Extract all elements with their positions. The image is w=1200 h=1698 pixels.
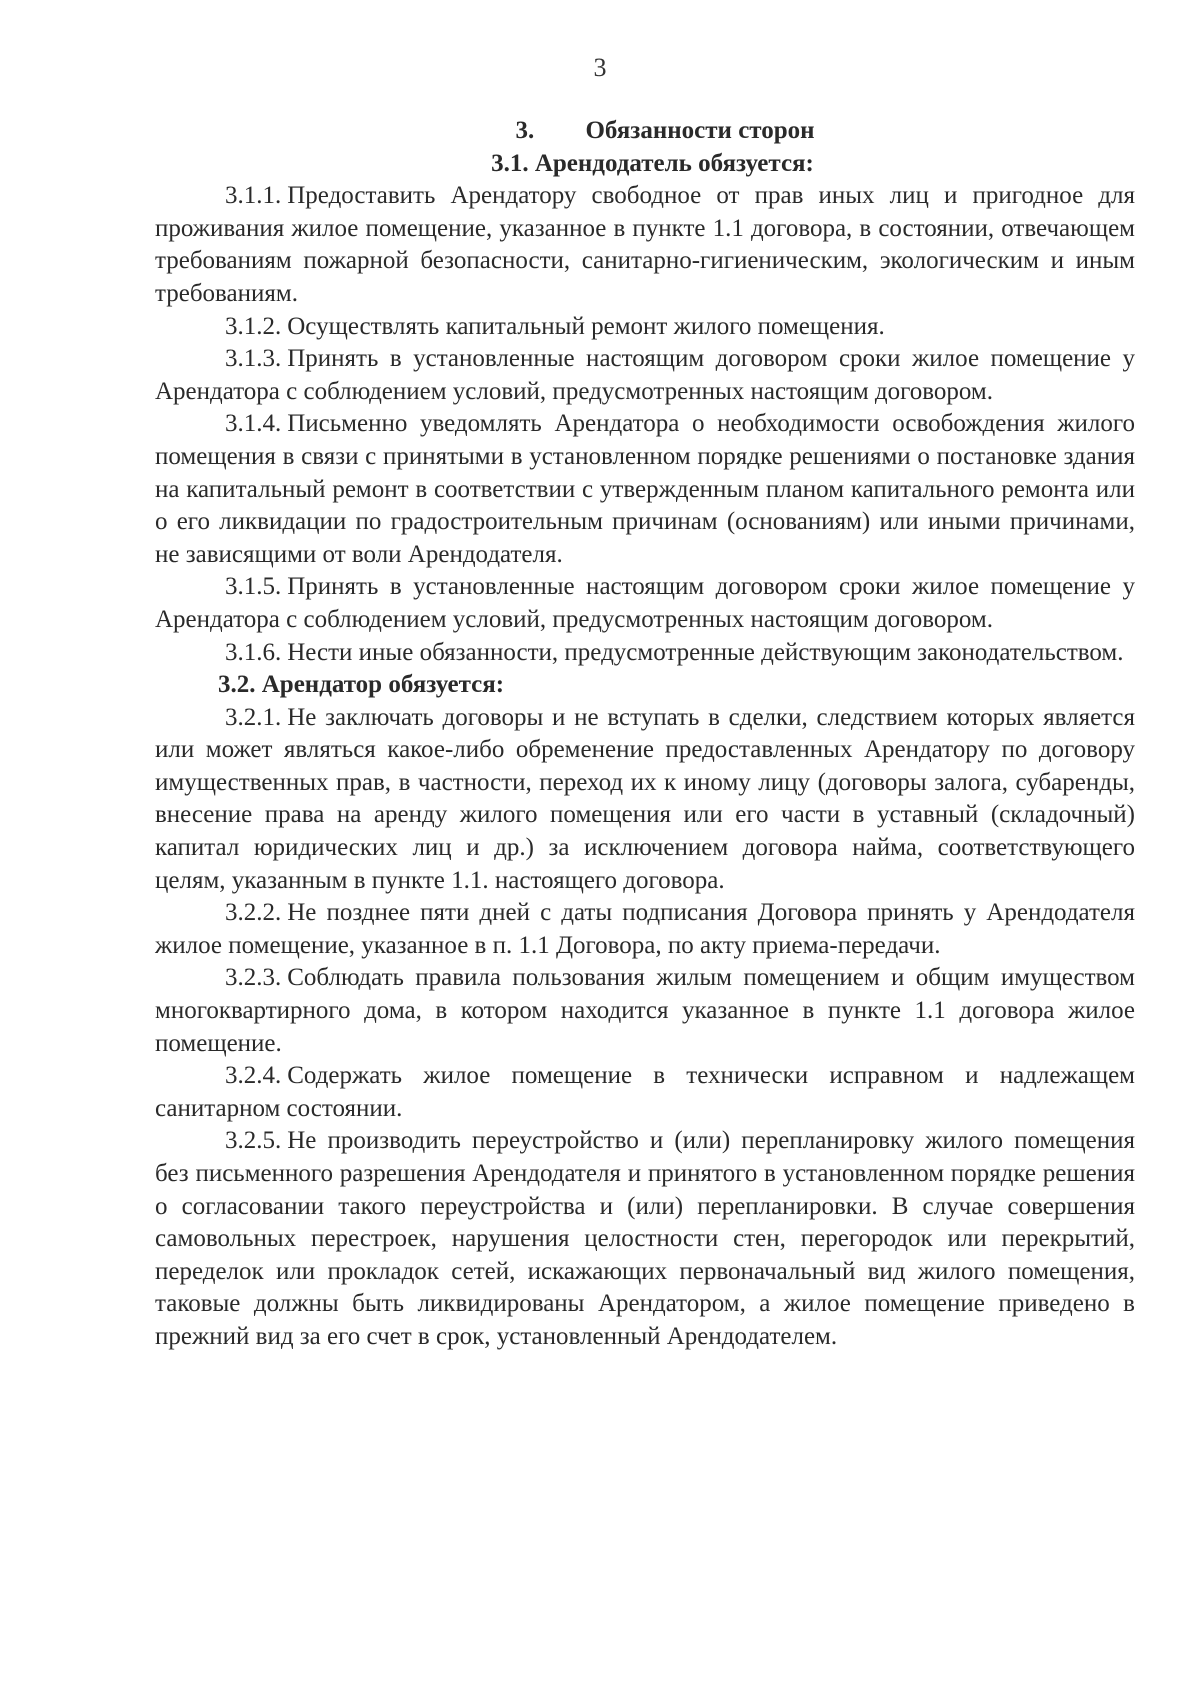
clause-3-2-1 — [155, 702, 1135, 898]
section-heading — [155, 115, 1135, 148]
clause-text: Нести иные обязанности, предусмотренные действующим законодательством. — [287, 638, 1124, 666]
clause-3-2-3 — [155, 962, 1135, 1060]
clause-number: 3.1.5. — [225, 573, 282, 601]
clause-text: Не заключать договоры и не вступать в сделки, следствием которых является или может являться какое-либо обременение предоставленных Арендатору по договору имущественных прав, в частности, переход их к иному лицу (договоры залога, субаренды, внесение права на аренду жилого помещения или его части в уставный (складочный) капитал юридических лиц и др.) за исключением договора найма, соответствующего целям, указанным в пункте 1.1. настоящего договора. — [155, 703, 1135, 894]
clause-3-1-5 — [155, 571, 1135, 636]
clause-text: Письменно уведомлять Арендатора о необходимости освобождения жилого помещения в связи с принятыми в установленном порядке решениями о постановке здания на капитальный ремонт в соответствии с утвержденным планом капитального ремонта или о его ликвидации по градостроительным причинам (основаниям) или иными причинами, не зависящими от воли Арендодателя. — [155, 410, 1135, 568]
section-title: Обязанности сторон — [585, 117, 815, 144]
clause-text: Предоставить Арендатору свободное от прав иных лиц и пригодное для проживания жилое помещение, указанное в пункте 1.1 договора, в состоянии, отвечающем требованиям пожарной безопасности, санитарно-гигиеническим, экологическим и иным требованиям. — [155, 182, 1135, 307]
clause-number: 3.1.2. — [225, 312, 282, 340]
clause-number: 3.2.2. — [225, 899, 282, 927]
clause-number: 3.1.1. — [225, 182, 282, 210]
page-number: 3 — [593, 53, 607, 82]
clause-text: Не производить переустройство и (или) перепланировку жилого помещения без письменного разрешения Арендодателя и принятого в установленном порядке решения о согласовании такого переустройства и (или) перепланировки. В случае совершения самовольных перестроек, нарушения целостности стен, перегородок или перекрытий, переделок или прокладок сетей, искажающих первоначальный вид жилого помещения, таковые должны быть ликвидированы Арендатором, а жилое помещение приведено в прежний вид за его счет в срок, установленный Арендодателем. — [155, 1127, 1135, 1350]
document-body — [155, 115, 1135, 1354]
clause-text: Осуществлять капитальный ремонт жилого помещения. — [287, 312, 885, 340]
clause-text: Не позднее пяти дней с даты подписания Договора принять у Арендодателя жилое помещение, указанное в п. 1.1 Договора, по акту приема-передачи. — [155, 899, 1135, 959]
clause-text: Принять в установленные настоящим договором сроки жилое помещение у Арендатора с соблюдением условий, предусмотренных настоящим договором. — [155, 345, 1135, 405]
clause-text: Принять в установленные настоящим договором сроки жилое помещение у Арендатора с соблюдением условий, предусмотренных настоящим договором. — [155, 573, 1135, 633]
clause-number: 3.1.3. — [225, 345, 282, 373]
clause-3-1-1 — [155, 180, 1135, 310]
subsection-heading-tenant: 3.2. Арендатор обязуется: — [218, 671, 505, 699]
clause-number: 3.2.1. — [225, 703, 282, 731]
clause-number: 3.2.5. — [225, 1127, 282, 1155]
clause-3-1-6 — [155, 637, 1135, 670]
clause-number: 3.1.6. — [225, 638, 282, 666]
clause-3-1-2 — [155, 311, 1135, 344]
subsection-heading-landlord: 3.1. Арендодатель обязуется: — [491, 149, 814, 177]
clause-3-1-3 — [155, 343, 1135, 408]
clause-3-2-5 — [155, 1125, 1135, 1353]
clause-text: Содержать жилое помещение в технически исправном и надлежащем санитарном состоянии. — [155, 1062, 1135, 1122]
clause-3-2-4 — [155, 1060, 1135, 1125]
clause-number: 3.2.3. — [225, 964, 282, 992]
clause-3-2-2 — [155, 897, 1135, 962]
clause-3-1-4 — [155, 408, 1135, 571]
clause-number: 3.2.4. — [225, 1062, 282, 1090]
clause-text: Соблюдать правила пользования жилым помещением и общим имуществом многоквартирного дома, в котором находится указанное в пункте 1.1 договора жилое помещение. — [155, 964, 1135, 1057]
clause-number: 3.1.4. — [225, 410, 282, 438]
section-number: 3. — [515, 117, 535, 144]
